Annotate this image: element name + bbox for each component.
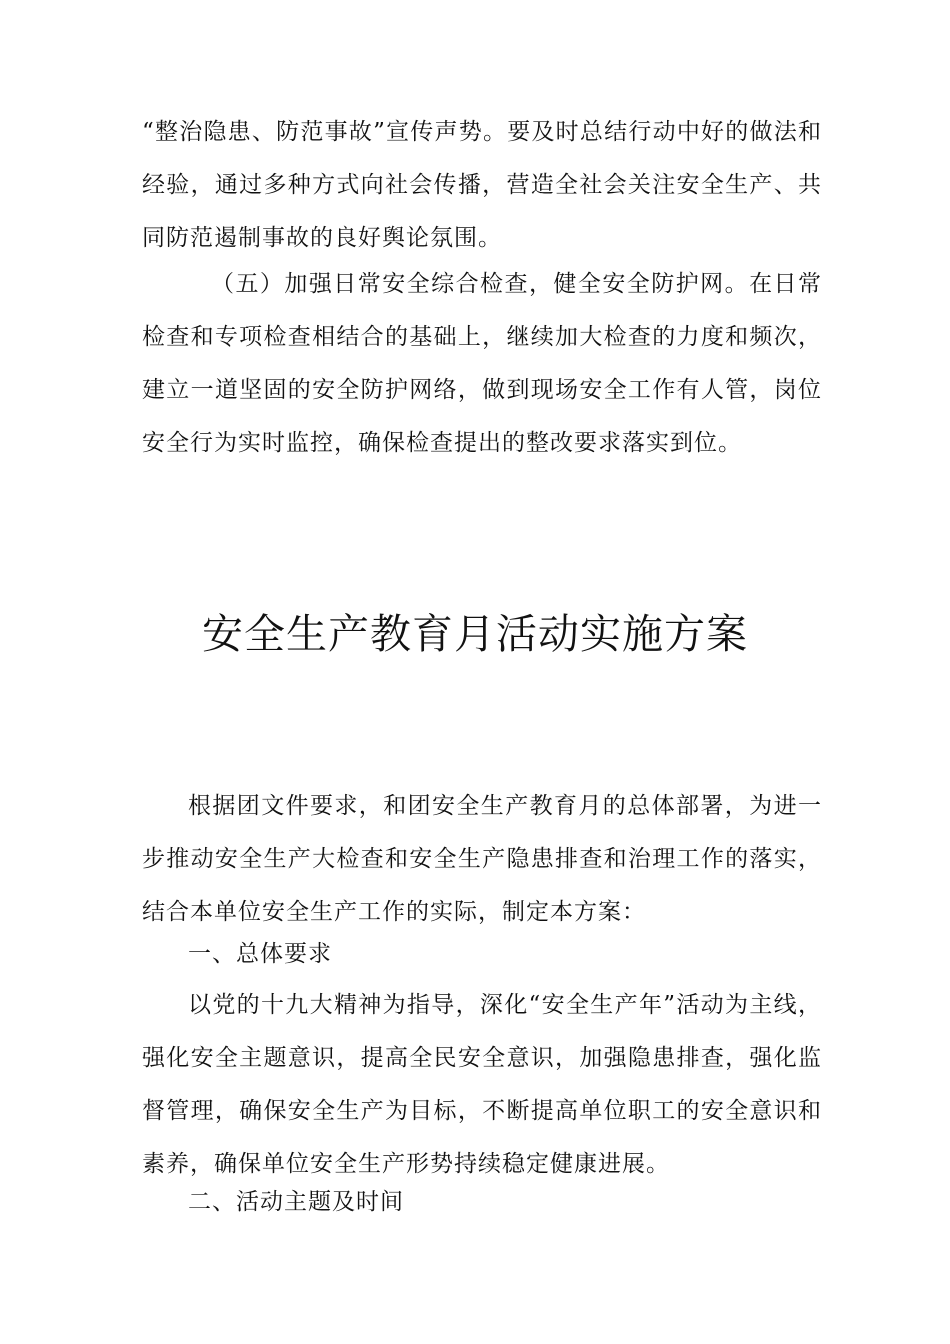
intro-paragraph: 根据团文件要求，和团安全生产教育月的总体部署，为进一步推动安全生产大检查和安全生产隐患排查和治理工作的落实，结合本单位安全生产工作的实际，制定本方案： (142, 793, 822, 925)
document-title: 安全生产教育月活动实施方案 (202, 610, 748, 658)
section-one-body: 以党的十九大精神为指导，深化“安全生产年”活动为主线，强化安全主题意识，提高全民安全意识，加强隐患排查，强化监督管理，确保安全生产为目标，不断提高单位职工的安全意识和素养，确保单位安全生产形势持续稳定健康进展。 (142, 992, 822, 1177)
section-two-heading: 二、活动主题及时间 (188, 1189, 404, 1215)
item-five-paragraph: （五）加强日常安全综合检查，健全安全防护网。在日常检查和专项检查相结合的基础上，继续加大检查的力度和频次，建立一道坚固的安全防护网络，做到现场安全工作有人管，岗位安全行为实时监控，确保检查提出的整改要求落实到位。 (142, 271, 822, 456)
continuation-paragraph: “整治隐患、防范事故”宣传声势。要及时总结行动中好的做法和经验，通过多种方式向社会传播，营造全社会关注安全生产、共同防范遏制事故的良好舆论氛围。 (142, 119, 822, 251)
section-one-heading: 一、总体要求 (188, 941, 332, 967)
